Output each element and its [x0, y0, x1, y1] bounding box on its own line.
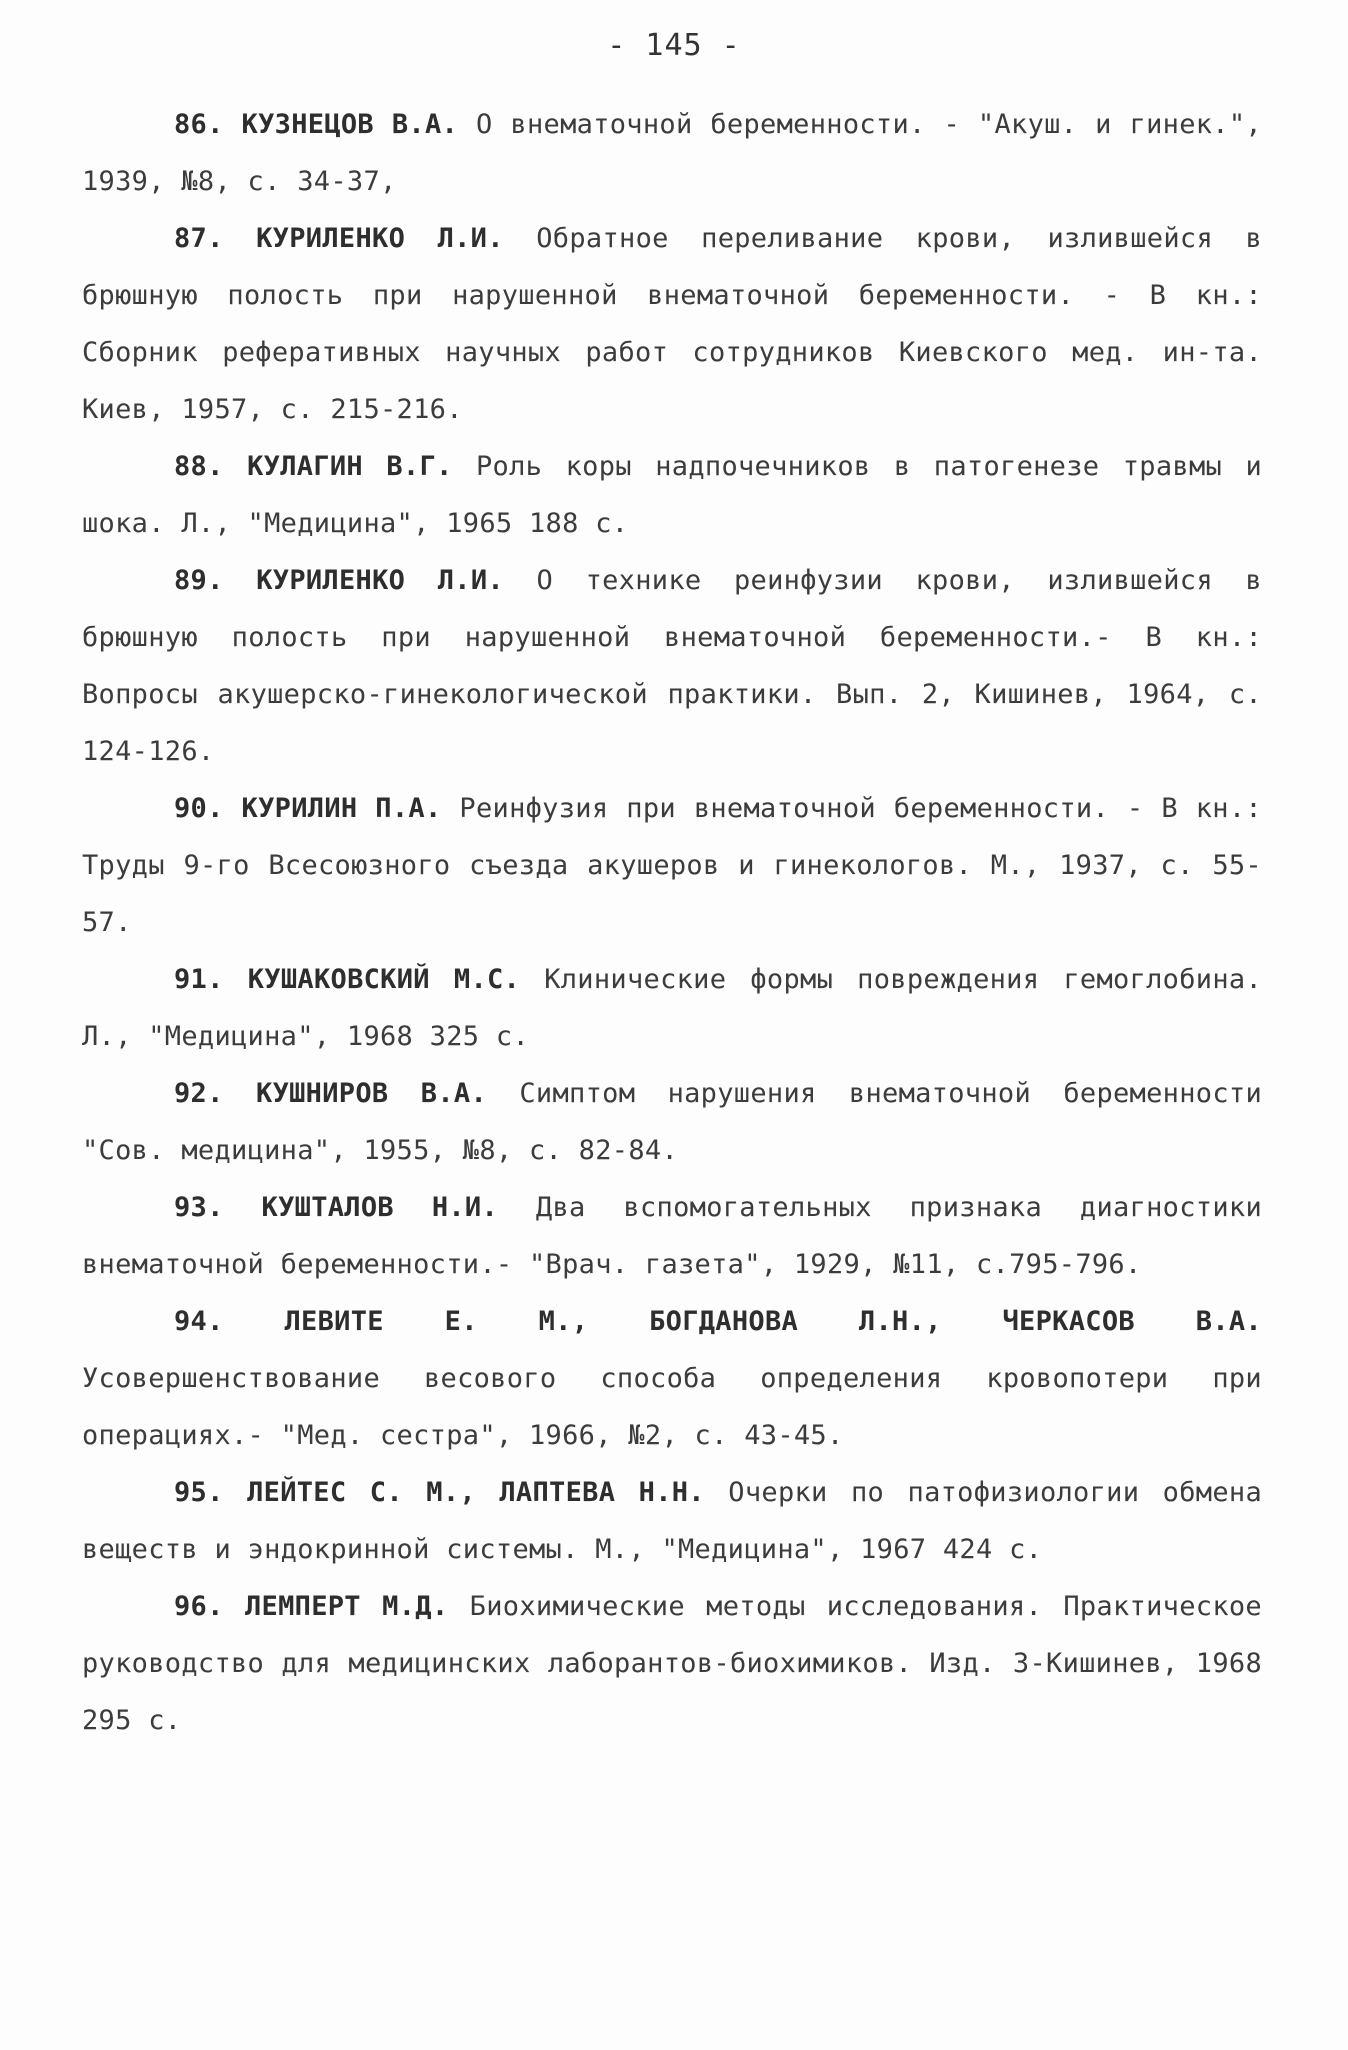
entry-text: Клинические формы повреждения гемоглобина. Л., "Медицина", 1968 325 с.	[82, 964, 1263, 1052]
entry-text: Очерки по патофизиологии обмена веществ и эндокринной системы. М., "Медицина", 1967 424 с.	[82, 1477, 1263, 1565]
bibliography-entry	[82, 1179, 1262, 1293]
entry-text: Усовершенствование весового способа определения кровопотери при операциях.- "Мед. сестра", 1966, №2, с. 43-45.	[82, 1363, 1262, 1451]
entry-text: Биохимические методы исследования. Практическое руководство для медицинских лаборантов-биохимиков. Изд. 3-Кишинев, 1968 295 с.	[82, 1591, 1262, 1736]
entry-number: 92.	[174, 1078, 224, 1109]
entry-author: КУШАКОВСКИЙ М.С.	[247, 964, 521, 995]
bibliography-entry	[82, 210, 1262, 438]
bibliography-list	[82, 96, 1262, 1749]
entry-number: 96.	[174, 1591, 224, 1622]
page-number: - 145 -	[607, 28, 741, 63]
bibliography-entry	[82, 951, 1262, 1065]
entry-text: Роль коры надпочечников в патогенезе травмы и шока. Л., "Медицина", 1965 188 с.	[82, 451, 1263, 539]
entry-number: 90.	[174, 793, 224, 824]
entry-author: КУШНИРОВ В.А.	[256, 1078, 488, 1109]
entry-number: 94.	[174, 1306, 224, 1337]
entry-text: Обратное переливание крови, излившейся в брюшную полость при нарушенной внематочной беременности. - В кн.: Сборник реферативных научных работ сотрудников Киевского мед. ин-та. Киев, 1957, с. 215-216.	[82, 223, 1263, 425]
bibliography-entry	[82, 1464, 1262, 1578]
entry-number: 91.	[174, 964, 224, 995]
entry-number: 89.	[174, 565, 224, 596]
entry-author: КУРИЛИН П.А.	[241, 793, 442, 824]
entry-author: КУРИЛЕНКО Л.И.	[256, 565, 504, 596]
entry-author: КУЛАГИН В.Г.	[247, 451, 453, 482]
entry-number: 86.	[174, 109, 224, 140]
entry-text: О технике реинфузии крови, излившейся в брюшную полость при нарушенной внематочной беременности.- В кн.: Вопросы акушерско-гинекологической практики. Вып. 2, Кишинев, 1964, с. 124-126.	[82, 565, 1262, 767]
bibliography-entry	[82, 1293, 1262, 1464]
bibliography-entry	[82, 1578, 1262, 1749]
entry-text: Реинфузия при внематочной беременности. - В кн.: Труды 9-го Всесоюзного съезда акушеров и гинекологов. М., 1937, с. 55-57.	[82, 793, 1262, 938]
entry-number: 95.	[174, 1477, 224, 1508]
bibliography-entry	[82, 780, 1262, 951]
entry-text: Симптом нарушения внематочной беременности "Сов. медицина", 1955, №8, с. 82-84.	[82, 1078, 1263, 1166]
entry-author: КУРИЛЕНКО Л.И.	[256, 223, 504, 254]
entry-author: КУЗНЕЦОВ В.А.	[241, 109, 459, 140]
entry-author: ЛЕВИТЕ Е. М., БОГДАНОВА Л.Н., ЧЕРКАСОВ В.А.	[284, 1306, 1262, 1337]
entry-number: 87.	[174, 223, 224, 254]
entry-number: 93.	[174, 1192, 224, 1223]
entry-author: ЛЕМПЕРТ М.Д.	[244, 1591, 449, 1622]
entry-author: КУШТАЛОВ Н.И.	[261, 1192, 499, 1223]
entry-text: О внематочной беременности. - "Акуш. и гинек.", 1939, №8, с. 34-37,	[82, 109, 1262, 197]
bibliography-entry	[82, 1065, 1262, 1179]
entry-author: ЛЕЙТЕС С. М., ЛАПТЕВА Н.Н.	[247, 1477, 705, 1508]
entry-number: 88.	[174, 451, 224, 482]
bibliography-entry	[82, 438, 1262, 552]
bibliography-entry	[82, 96, 1262, 210]
bibliography-entry	[82, 552, 1262, 780]
entry-text: Два вспомогательных признака диагностики внематочной беременности.- "Врач. газета", 1929, №11, с.795-796.	[82, 1192, 1262, 1280]
